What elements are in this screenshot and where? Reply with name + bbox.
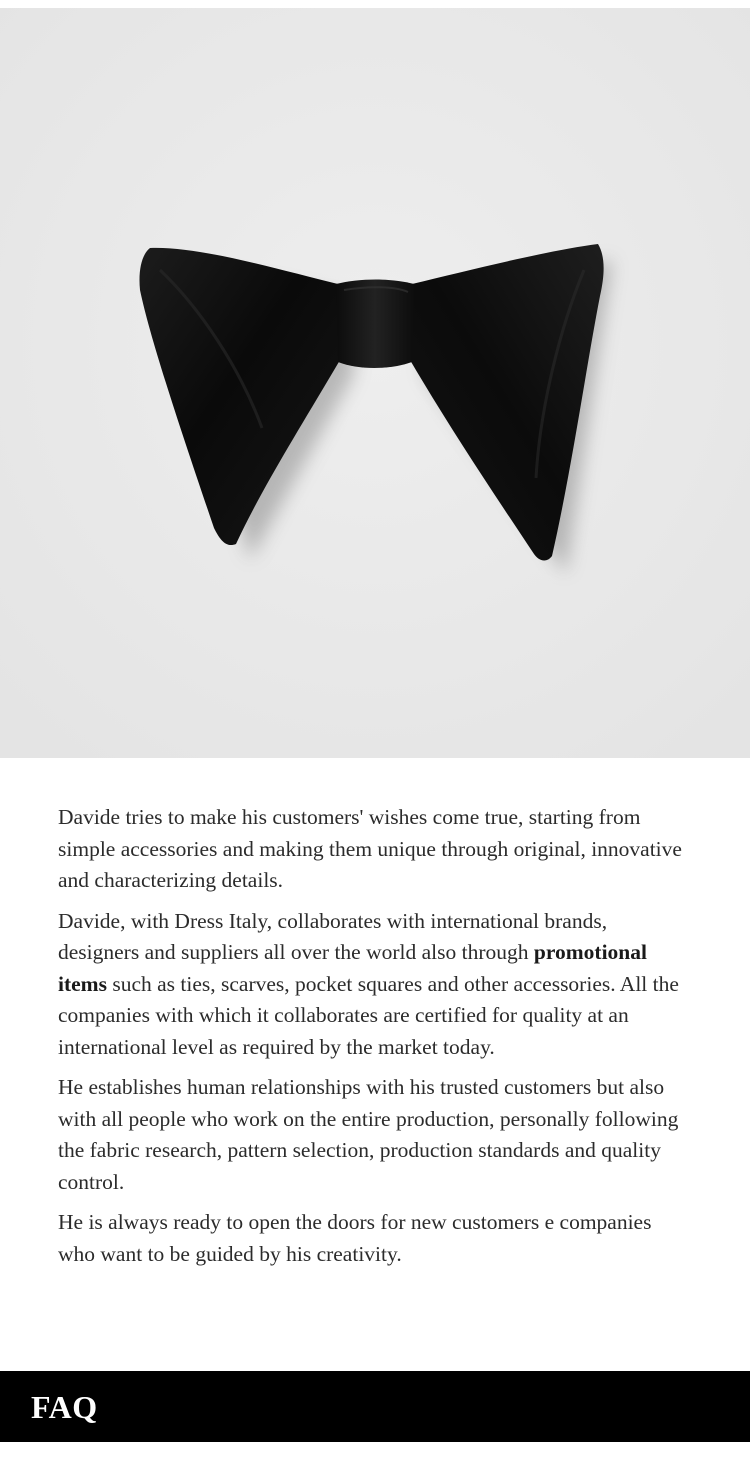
faq-section-header[interactable] [0,1371,750,1442]
paragraph-customers: Davide tries to make his customers' wishes come true, starting from simple accessories and making them unique through original, innovative and characterizing details. [58,805,682,892]
paragraph-relationships: He establishes human relationships with his trusted customers but also with all people who work on the entire production, personally following the fabric research, pattern selection, production standards and quality control. [58,1075,679,1194]
paragraph-collaborations-start: Davide, with Dress Italy, collaborates with international brands, designers and suppliers all over the world also through [58,908,608,964]
paragraph-collaborations-end: such as ties, scarves, pocket squares and other accessories. All the companies with which it collaborates are certified for quality at an international level as required by the market today. [58,971,679,1059]
hero-image [0,8,750,758]
faq-title: FAQ [31,1389,98,1425]
paragraph-new-customers: He is always ready to open the doors for new customers e companies who want to be guided by his creativity. [58,1210,652,1266]
promotional-items-emphasis: promotional items [58,940,647,996]
bow-tie-knot [336,280,414,369]
about-text [58,802,690,1279]
paragraph-collaborations [58,906,690,1064]
bow-tie-image [0,8,750,758]
